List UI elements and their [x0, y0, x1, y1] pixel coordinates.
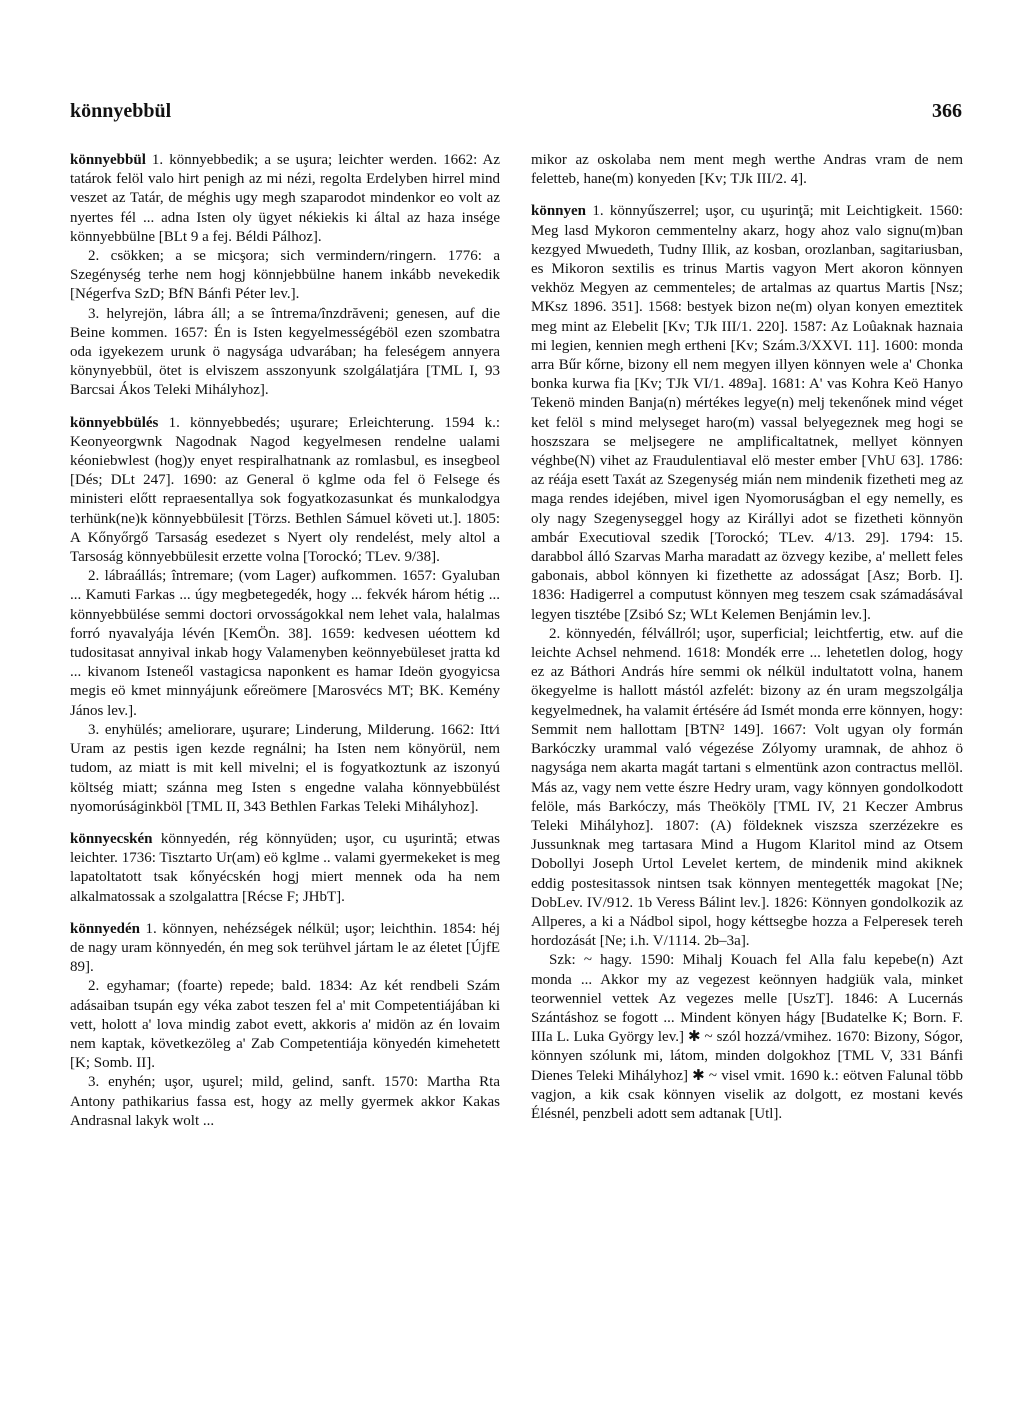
- entry-konnyecsken: [70, 830, 500, 907]
- page-number: 366: [932, 100, 962, 122]
- entry-konnyen: [531, 202, 963, 1124]
- sense-text: 2. egyhamar; (foarte) repede; bald. 1834: Az két rendbeli Szám adásaiban tsupán egy véka zabot teszen fel a' mit Competentiájában ki vett, holott a' lova mindig zabot evett, akkoris a' midön az én lovaim nem kaptak, következöleg a' Zab Competentiája könyedén kimehetett [K; Somb. II].: [70, 978, 500, 1072]
- sense-text: 3. enyhén; uşor, uşurel; mild, gelind, sanft. 1570: Martha Rta Antony pathikarius fassa est, hogy az melly gyermek akkor Kakas Andrasnal lakyk wolt ...: [70, 1074, 500, 1129]
- left-column: [70, 151, 500, 1131]
- running-head: könnyebbül: [70, 100, 172, 122]
- right-column: [531, 151, 963, 1124]
- entry-konnyebbules: [70, 414, 500, 817]
- sense-text: 1. könnyűszerrel; uşor, cu uşurinţă; mit Leichtigkeit. 1560: Meg lasd Mykoron cemmentelny akarz, hogy ahoz valo signu(m)ban kezgyed Mwuedeth, Tudny Illik, az kosban, orozlanban, sagitariusban, es Mikoron sextilis es trinus Martis vagyon Mert akoron könnyen vekhöz Megyen az cemmenteles; de artalmas az quartus Martis [Nsz; MKsz 1896. 351]. 1568: bestyek bizon ne(m) olyan konyen emeztitek meg mint az Elebelit [Kv; TJk III/1. 220]. 1587: Az Loûaknak haznaia mi legien, kennien megh ertheni [Kv; Szám.3/XXVI. 11]. 1600: monda arra Bűr kőrne, bizony ell nem megyen illyen könnyen wele a' Chonka bonka kurwa fia [Kv; TJk VI/1. 489a]. 1681: A' vas Kohra Keö Hanyo Tekenö minden Banja(n) mértékes legye(n) melj tekenőnek mind véget ket felöl s mind melyseget haro(m) vassal belyegeznek meg hogi se hoszszara se meljsegere ne amplificaltatnek, mellyet könnyen véghbe(N) vihet az Fraudulentiaval elö mester ember [VhU 63]. 1786: az réája esett Taxát az Szegenység mián nem mindenik fizetheti meg az maga rendes idejében, mivel igen Nyomoruságban el egy nemelly, es oly nagy Szegenyseggel hogy az Királlyi adot se fizetheti könnyön ambár Executioval szedik [Torockó; TLev. 4/13. 29]. 1794: 15. darabbol álló Szarvas Marha maradatt az özvegy kezibe, a' mellett feles gabonais, abbol könnyen ki fizethette az adosságat [Asz; Borb. I]. 1836: Hadigerrel a computust könnyen meg teszem csak számadásával legyen tisztébe [Zsibó Sz; WLt Kelemen Benjámin lev.].: [531, 203, 963, 623]
- entry-continuation: [531, 151, 963, 189]
- sense-text: mikor az oskolaba nem ment megh werthe Andras vram de nem feletteb, hane(m) konyeden [Kv; TJk III/2. 4].: [531, 152, 963, 188]
- sense-text: 2. lábraállás; întremare; (vom Lager) aufkommen. 1657: Gyaluban ... Kamuti Farkas ... úgy megbetegedék, hogy ... fekvék három hétig ... könnyebbülése semmi doctori orvosságokkal nem lehet vala, halalmas forró nyavalyája lévén [KemÖn. 38]. 1659: kedvesen uéottem kd tudositasat annyival inkab hogy Valamenyben keönnyebüleset jratta kd ... kivanom Isteneől vastagicsa naponkent es hamar Ideön gyogyicsa megis eö kmet minnyájunk eőreömere [Marosvécs MT; BK. Kemény János lev.].: [70, 568, 500, 719]
- sense-text: 1. könnyebbedés; uşurare; Erleichterung. 1594 k.: Keonyeorgwnk Nagodnak Nagod kegyelmesen rendelne ualami kéoniebwlest (hog)y enyet respiralhatnank az romlasbul, es insegbeol [Dés; DLt 247]. 1690: az General ö kglme oda fel ö Felsege és ministeri előtt repraesentallya sok fogyatkozasunkat és munkalodgya terhünk(ne)k könnyebbülesit [Törzs. Bethlen Sámuel követi ut.]. 1805: A Kőnyőrgő Tarsaság esedezet s Nyert oly rendelést, mely altol a Tarsoság könnyebbülesit erzette volna [Torockó; TLev. 9/38].: [70, 414, 500, 566]
- headword: könnyebbül: [70, 152, 146, 168]
- sense-text: könnyedén, rég könnyüden; uşor, cu uşurintă; etwas leichter. 1736: Tisztarto Ur(am) eö kglme .. valami gyermekeket is meg lapatoltatott tsak kőnyécskén hogj miert mennek oda ha nem alkalmatossak a szolgalattra [Récse F; JHbT].: [70, 830, 500, 905]
- sense-text: 3. enyhülés; ameliorare, uşurare; Linderung, Milderung. 1662: Itt⁄ı Uram az pestis igen kezde regnálni; ha Isten nem könyörül, nem tudom, az miatt is mit kell mivelni; el is fogyatkoztunk az iszonyú költség miatt; szánna meg Isten s engedne valaha könnyebbülést nyomorúságinkböl [TML II, 343 Bethlen Farkas Teleki Mihályhoz].: [70, 721, 500, 815]
- headword: könnyen: [531, 203, 587, 220]
- phrase-block: Szk: ~ hagy. 1590: Mihalj Kouach fel Alla falu kepebe(n) Azt monda ... Akkor my az vegezest keönnyen hadgiük vala, minket teorwenniel vettek Az vegezes melle [UszT]. 1846: A Lucernás Szántáshoz se fogott ... Mindent könyen hágy [Budatelke K; Born. F. IIIa L. Luka György lev.] ✱ ~ szól hozzá/vmihez. 1670: Bizony, Sógor, könnyen szólunk mi, látom, minden dolgokhoz [TML V, 331 Bánfi Dienes Teleki Mihályhoz] ✱ ~ visel vmit. 1690 k.: eötven Falunal több vagjon, a kik csak könnyen viselik az dolgott, ez mostani kevés Élésnél, penzbeli adott sem adtanak [Utl].: [531, 952, 963, 1122]
- sense-text: 3. helyrejön, lábra áll; a se întrema/înzdrăveni; genesen, auf die Beine kommen. 1657: Én is Isten kegyelmességéböl ezen szombatra oda igyekezem urunk ö nagysága udvarában; ha feleségem annyera könynyebbül, ötet is elviszem asszonyunk szolgálatjára [TML I, 93 Barcsai Ákos Teleki Mihályhoz].: [70, 305, 500, 399]
- headword: könnyedén: [70, 920, 141, 937]
- sense-text: 2. könnyedén, félvállról; uşor, superficial; leichtfertig, etw. auf die leichte Achsel nehmend. 1618: Mondék erre ... lehetetlen dolog, hogy ez az Báthori András híre semmi ok nélkül indultatott volna, hanem ökegyelme is hallott mástól azfelét: bizony az én uram megszolgálja kegyelmednek, ha valamit értésére ád Ismét monda erre könnyen, hogy: Semmit nem hallottam [BTN² 149]. 1667: Volt ugyan oly formán Barkóczky urammal való végezése Zólyomy uramnak, de ahhoz ö nagysága nem akarta magát tartani s elmentünk azon contractus mellöl. Más az, vagy nem vette észre Hedry uram, vagy könnyen gondolkodott felöle, más Barkóczy, más Theököly [TML IV, 21 Keczer Ambrus Teleki Mihályhoz]. 1807: (A) földeknek viszsza szerzézekre es Jussunknak meg tartasara Mind a Hugom Klaritol mind az Otsem Dobollyi Joseph Urtol Levelet kertem, de mindenik mind akiknek eddig postesitassok nintsen tsak könnyen mentegették magokat [Ne; DobLev. IV/912. 1b Veress Bálint lev.]. 1826: Könnyen gondolkozik az Allperes, a ki a Nádbol sipol, hogy kéttsegbe hozza a Felperesek tereh hordozását [Ne; i.h. V/1114. 2b–3a].: [531, 625, 963, 950]
- sense-text: 2. csökken; a se micşora; sich vermindern/ringern. 1776: a Szegénység terhe nem hogj könnjebbülne hanem inkább nevekedik [Négerfva SzD; BfN Bánfi Péter lev.].: [70, 248, 500, 303]
- page-header: [70, 100, 962, 130]
- sense-text: 1. könnyebbedik; a se uşura; leichter werden. 1662: Az tatárok felöl valo hirt penigh az mi nézi, regolta Erdelyben hirrel mind veszet az Tatár, de méghis ugy megh szaparodot mindenkor eo volt az nyertes fél ... adna Isten oly ügyet nékiekis ki által az haza insége könnyebbülne [BLt 9 a fej. Béldi Pálhoz].: [70, 152, 501, 245]
- sense-text: 1. könnyen, nehézségek nélkül; uşor; leichthin. 1854: héj de nagy uram könnyedén, én meg sok terühvel jártam le az életet [ÚjfE 89].: [70, 920, 501, 976]
- entry-konnyebbul: [70, 151, 500, 401]
- entry-konnyeden: [70, 920, 500, 1131]
- headword: könnyecskén: [70, 830, 153, 847]
- headword: könnyebbülés: [70, 414, 159, 431]
